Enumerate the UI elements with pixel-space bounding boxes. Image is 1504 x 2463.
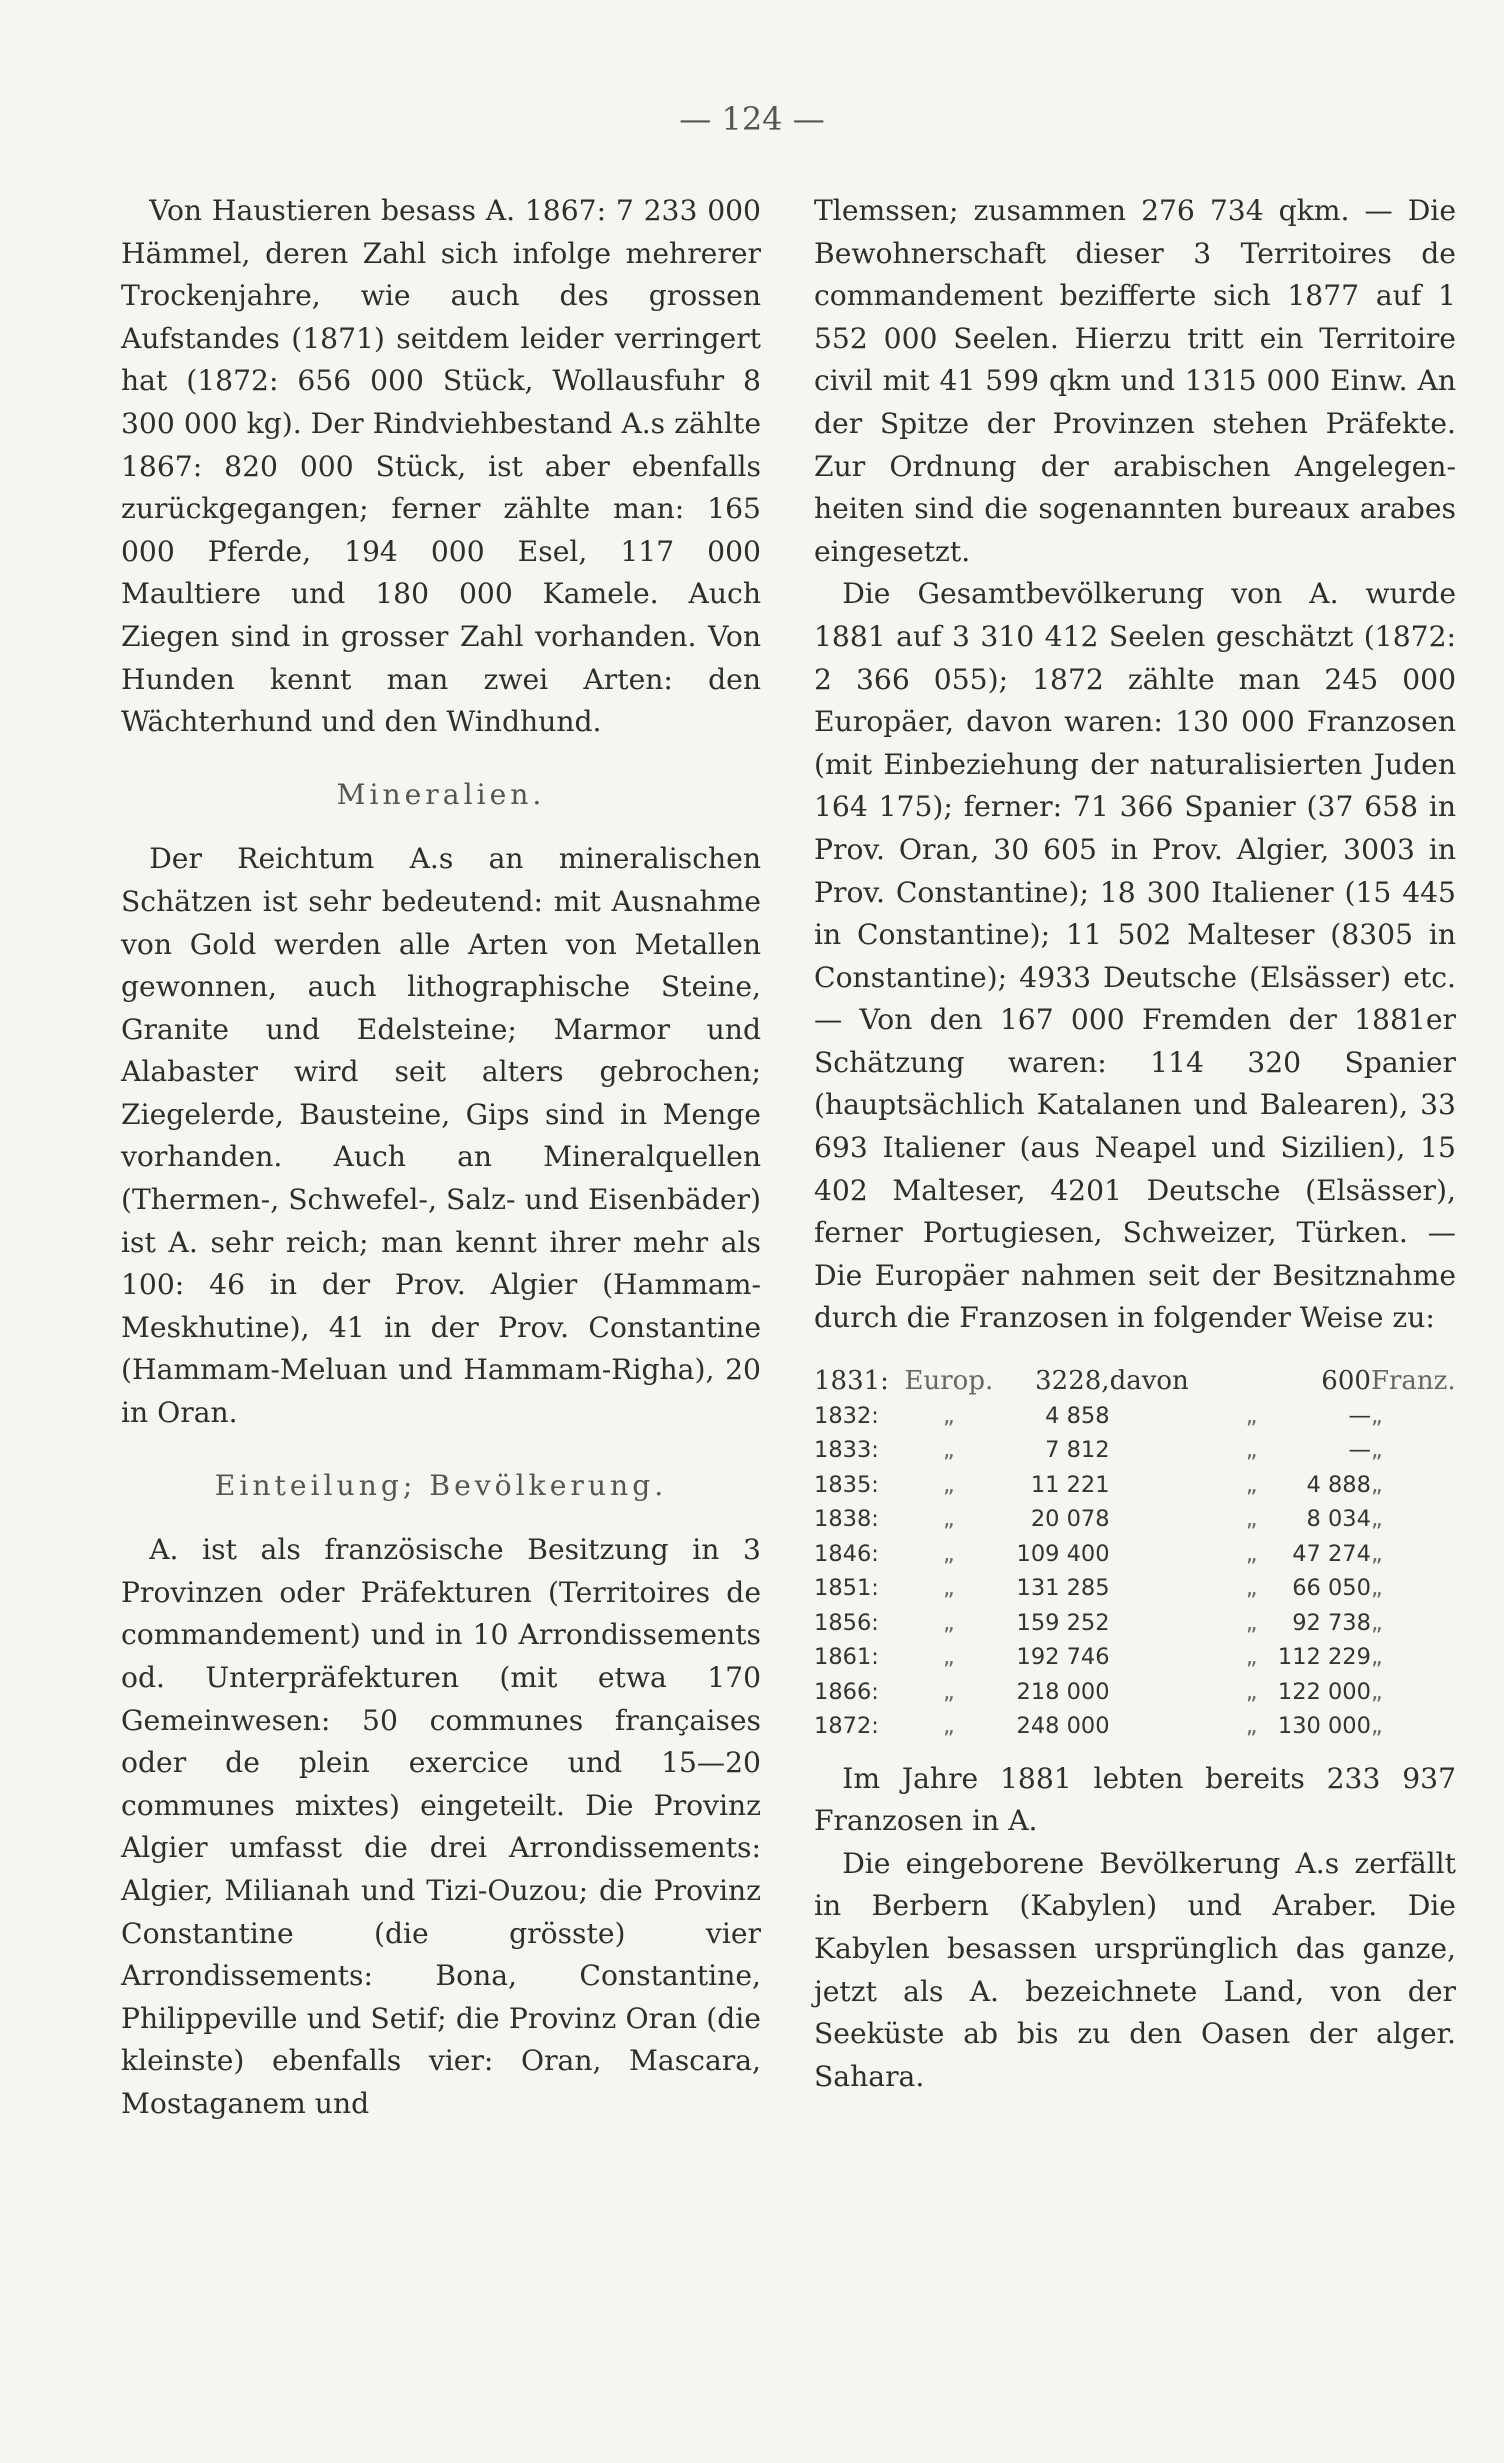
table-cell-spacer — [1110, 1675, 1226, 1710]
table-cell-year: 1831: — [814, 1366, 889, 1397]
page-number: — 124 — — [679, 100, 825, 138]
table-row — [814, 1537, 1456, 1572]
table-row — [814, 1468, 1456, 1503]
table-cell-spacer — [1110, 1502, 1226, 1537]
table-cell-ditto: „ — [1245, 1540, 1258, 1567]
table-cell-year: 1832: — [814, 1402, 879, 1429]
table-cell-ditto: „ — [1370, 1678, 1383, 1705]
table-cell-spacer — [1110, 1640, 1226, 1675]
table-row — [814, 1433, 1456, 1468]
table-cell-ditto: „ — [1370, 1713, 1383, 1740]
table-cell-franz-count: 122 000 — [1277, 1678, 1371, 1705]
section-heading-einteilung: Einteilung; Bevölkerung. — [214, 1468, 668, 1502]
paragraph-eingeborene: Die eingeborene Bevölkerung A.s zerfällt in Berbern (Kabylen) und Araber. Die Kabylen besassen ursprünglich das ganze, jetzt als A. bezeichnete Land, von der Seeküste ab bis zu den Oasen der alger. Sahara. — [814, 1846, 1456, 2093]
table-cell-ditto: „ — [943, 1540, 955, 1567]
right-column — [814, 190, 1456, 2098]
paragraph-mineralien: Der Reichtum A.s an mineralischen Schätzen ist sehr bedeutend: mit Ausnahme von Gold werden alle Arten von Metallen gewonnen, auch lithographische Steine, Granite und Edelsteine; Marmor und Alabaster wird seit alters gebrochen; Ziegelerde, Bausteine, Gips sind in Menge vorhanden. Auch an Mineralquellen (Thermen-, Schwefel-, Salz- und Eisenbäder) ist A. sehr reich; man kennt ihrer mehr als 100: 46 in der Prov. Algier (Hammam-Meskhutine), 41 in der Prov. Constantine (Hammam-Meluan und Hammam-Righa), 20 in Oran. — [121, 842, 761, 1430]
table-cell-ditto: „ — [943, 1402, 955, 1429]
table-cell-spacer — [1110, 1606, 1226, 1641]
table-cell-year: 1856: — [814, 1609, 879, 1636]
table-cell-value: 131 285 — [1016, 1575, 1110, 1602]
table-cell-value: 3228, — [1035, 1366, 1110, 1397]
table-cell-ditto: „ — [1245, 1471, 1258, 1498]
table-row — [814, 1571, 1456, 1606]
table-cell-ditto: „ — [943, 1471, 955, 1498]
table-cell-year: 1866: — [814, 1678, 879, 1705]
table-cell-ditto: „ — [1245, 1609, 1258, 1636]
table-cell-ditto: „ — [1370, 1402, 1383, 1429]
table-cell-ditto: „ — [1370, 1575, 1383, 1602]
europeans-growth-table — [814, 1364, 1456, 1744]
table-cell-year: 1861: — [814, 1644, 879, 1671]
paragraph-tlemssen: Tlemssen; zusammen 276 734 qkm. — Die Bewohnerschaft dieser 3 Territoires de commandement bezifferte sich 1877 auf 1 552 000 Seelen. Hierzu tritt ein Territoire civil mit 41 599 qkm und 1315 000 Einw. An der Spitze der Provinzen stehen Präfekte. Zur Ordnung der arabischen Angelegenheiten sind die sogenannten bureaux arabes eingesetzt. — [814, 194, 1456, 568]
table-cell-spacer — [1110, 1571, 1226, 1606]
table-cell-franz-count: 600 — [1321, 1366, 1371, 1397]
table-cell-ditto: „ — [943, 1644, 955, 1671]
table-cell-ditto: „ — [1370, 1506, 1383, 1533]
table-cell-ditto: „ — [1370, 1644, 1383, 1671]
table-cell-value: 20 078 — [1030, 1506, 1110, 1533]
paragraph-gesamtbevoelkerung: Die Gesamtbevölkerung von A. wurde 1881 auf 3 310 412 Seelen geschätzt (1872: 2 366 055); 1872 zählte man 245 000 Europäer, davon waren: 130 000 Franzosen (mit Einbeziehung der naturalisierten Juden 164 175); ferner: 71 366 Spanier (37 658 in Prov. Oran, 30 605 in Prov. Algier, 3003 in Prov. Constantine); 18 300 Italiener (15 445 in Constantine); 11 502 Malteser (8305 in Constantine); 4933 Deutsche (Elsässer) etc. — Von den 167 000 Fremden der 1881er Schätzung waren: 114 320 Spanier (hauptsächlich Katalanen und Balearen), 33 693 Italiener (aus Neapel und Sizilien), 15 402 Malteser, 4201 Deutsche (Elsässer), ferner Portugiesen, Schweizer, Türken. — Die Europäer nahmen seit der Besitznahme durch die Franzosen in folgender Weise zu: — [814, 577, 1456, 1335]
table-cell-ditto: „ — [1245, 1713, 1258, 1740]
table-row — [814, 1675, 1456, 1710]
table-cell-ditto: „ — [1245, 1575, 1258, 1602]
table-row — [814, 1502, 1456, 1537]
table-cell-franz-count: — — [1348, 1437, 1371, 1464]
section-heading-mineralien: Mineralien. — [336, 777, 546, 811]
table-cell-franz-count: 112 229 — [1277, 1644, 1371, 1671]
table-cell-ditto: „ — [1370, 1609, 1383, 1636]
table-cell-franz-count: 47 274 — [1292, 1540, 1371, 1567]
table-cell-ditto: „ — [1245, 1644, 1258, 1671]
table-cell-ditto: „ — [1245, 1678, 1258, 1705]
table-cell-year: 1872: — [814, 1713, 879, 1740]
table-cell-value: 248 000 — [1016, 1713, 1110, 1740]
table-cell-year: 1851: — [814, 1575, 879, 1602]
table-cell-spacer — [1110, 1709, 1226, 1744]
table-cell-spacer — [1110, 1468, 1226, 1503]
table-cell-value: 4 858 — [1045, 1402, 1110, 1429]
table-cell-ditto: „ — [943, 1678, 955, 1705]
table-cell-franz-count: 4 888 — [1306, 1471, 1371, 1498]
table-cell-ditto: „ — [943, 1506, 955, 1533]
table-cell-ditto: „ — [1370, 1437, 1383, 1464]
table-cell-value: 192 746 — [1016, 1644, 1110, 1671]
table-cell-davon: davon — [1109, 1366, 1189, 1397]
table-cell-franz-count: 92 738 — [1292, 1609, 1371, 1636]
table-cell-value: 11 221 — [1030, 1471, 1110, 1498]
paragraph-einteilung: A. ist als französische Besitzung in 3 Provinzen oder Präfekturen (Territoires de commandement) und in 10 Arrondissements od. Unterpräfekturen (mit etwa 170 Gemeinwesen: 50 communes françaises oder de plein exercice und 15—20 communes mixtes) eingeteilt. Die Provinz Algier umfasst die drei Arrondissements: Algier, Milianah und Tizi-Ouzou; die Provinz Constantine (die grösste) vier Arrondissements: Bona, Constantine, Philippeville und Setif; die Provinz Oran (die kleinste) ebenfalls vier: Oran, Mascara, Mostaganem und — [121, 1533, 761, 2120]
table-row — [814, 1606, 1456, 1641]
paragraph-haustiere: Von Haustieren besass A. 1867: 7 233 000 Hämmel, deren Zahl sich infolge mehrerer Trockenjahre, wie auch des grossen Aufstandes (1871) seitdem leider verringert hat (1872: 656 000 Stück, Wollausfuhr 8 300 000 kg). Der Rindviehbestand A.s zählte 1867: 820 000 Stück, ist aber ebenfalls zurückgegangen; ferner zählte man: 165 000 Pferde, 194 000 Esel, 117 000 Maultiere und 180 000 Kamele. Auch Ziegen sind in grosser Zahl vorhanden. Von Hunden kennt man zwei Arten: den Wächterhund und den Windhund. — [121, 194, 761, 739]
table-cell-spacer — [1110, 1399, 1226, 1434]
table-cell-ditto: „ — [943, 1437, 955, 1464]
table-cell-ditto: „ — [1370, 1540, 1383, 1567]
table-cell-franz-count: 66 050 — [1292, 1575, 1371, 1602]
table-cell-year: 1846: — [814, 1540, 879, 1567]
left-column — [121, 190, 761, 2126]
table-cell-franz-count: 130 000 — [1277, 1713, 1371, 1740]
table-cell-year: 1833: — [814, 1437, 879, 1464]
table-cell-spacer — [1110, 1537, 1226, 1572]
paragraph-franzosen-1881: Im Jahre 1881 lebten bereits 233 937 Franzosen in A. — [814, 1761, 1456, 1838]
table-cell-unit: Franz. — [1370, 1366, 1456, 1397]
table-cell-year: 1838: — [814, 1506, 879, 1533]
table-cell-ditto: „ — [1370, 1471, 1383, 1498]
table-cell-value: 109 400 — [1016, 1540, 1110, 1567]
table-cell-ditto: „ — [943, 1575, 955, 1602]
table-row — [814, 1399, 1456, 1434]
table-header-row — [814, 1364, 1456, 1399]
table-cell-ditto: „ — [1245, 1506, 1258, 1533]
table-cell-ditto: „ — [943, 1609, 955, 1636]
table-cell-ditto: „ — [943, 1713, 955, 1740]
table-cell-ditto: „ — [1245, 1437, 1258, 1464]
table-row — [814, 1709, 1456, 1744]
table-row — [814, 1640, 1456, 1675]
table-cell-franz-count: — — [1348, 1402, 1371, 1429]
table-cell-franz-count: 8 034 — [1306, 1506, 1371, 1533]
table-cell-label: Europ. — [904, 1366, 994, 1397]
table-cell-year: 1835: — [814, 1471, 879, 1498]
table-cell-value: 159 252 — [1016, 1609, 1110, 1636]
table-cell-spacer — [1110, 1433, 1226, 1468]
table-cell-value: 218 000 — [1016, 1678, 1110, 1705]
table-cell-ditto: „ — [1245, 1402, 1258, 1429]
table-cell-value: 7 812 — [1045, 1437, 1110, 1464]
